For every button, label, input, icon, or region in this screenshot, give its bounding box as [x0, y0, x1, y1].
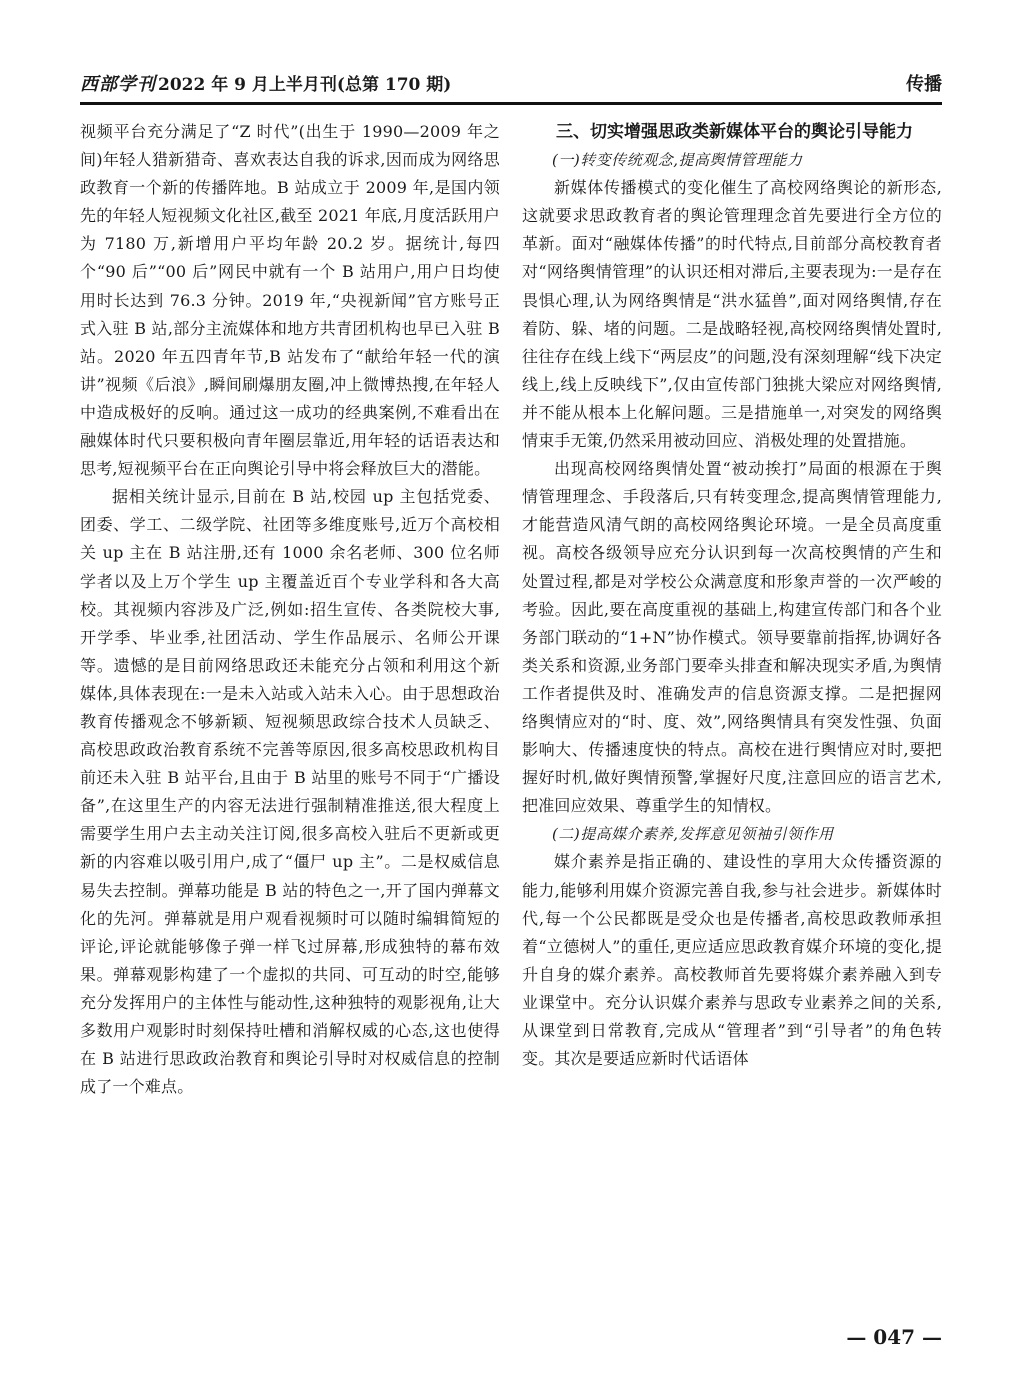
issue-info: 2022 年 9 月上半月刊(总第 170 期) — [158, 75, 452, 95]
journal-logo: 西部学刊 — [80, 74, 156, 95]
right-column — [522, 118, 942, 1073]
running-header — [80, 68, 942, 105]
journal-title — [80, 70, 451, 96]
subsection-heading: (一)转变传统观念,提高舆情管理能力 — [552, 151, 803, 170]
section-name: 传播 — [906, 74, 942, 95]
left-column — [80, 118, 500, 1101]
page-number: — 047 — — [846, 1325, 942, 1349]
paragraph: 据相关统计显示,目前在 B 站,校园 up 主包括党委、团委、学工、二级学院、社团等多维度账号,近万个高校相关 up 主在 B 站注册,还有 1000 余名老师、300 位名师学者以及上万个学生 up 主覆盖近百个专业学科和各大高校。其视频内容涉及广泛,例如:招生宣传、各类院校大事,开学季、毕业季,社团活动、学生作品展示、名师公开课等。遗憾的是目前网络思政还未能充分占领和利用这个新媒体,具体表现在:一是未入站或入站未入心。由于思想政治教育传播观念不够新颖、短视频思政综合技术人员缺乏、高校思政政治教育系统不完善等原因,很多高校思政机构目前还未入驻 B 站平台,且由于 B 站里的账号不同于“广播设备”,在这里生产的内容无法进行强制精准推送,很大程度上需要学生用户去主动关注订阅,很多高校入驻后不更新或更新的内容难以吸引用户,成了“僵尸 up 主”。二是权威信息易失去控制。弹幕功能是 B 站的特色之一,开了国内弹幕文化的先河。弹幕就是用户观看视频时可以随时编辑简短的评论,评论就能够像子弹一样飞过屏幕,形成独特的幕布效果。弹幕观影构建了一个虚拟的共同、可互动的时空,能够充分发挥用户的主体性与能动性,这种独特的观影视角,让大多数用户观影时时刻保持吐槽和消解权威的心态,这也使得在 B 站进行思政政治教育和舆论引导时对权威信息的控制成了一个难点。 — [80, 487, 500, 1097]
paragraph: 视频平台充分满足了“Z 时代”(出生于 1990—2009 年之间)年轻人猎新猎奇、喜欢表达自我的诉求,因而成为网络思政教育一个新的传播阵地。B 站成立于 2009 年,是国内领先的年轻人短视频文化社区,截至 2021 年底,月度活跃用户为 7180 万,新增用户平均年龄 20.2 岁。据统计,每四个“90 后”“00 后”网民中就有一个 B 站用户,用户日均使用时长达到 76.3 分钟。2019 年,“央视新闻”官方账号正式入驻 B 站,部分主流媒体和地方共青团机构也早已入驻 B 站。2020 年五四青年节,B 站发布了“献给年轻一代的演讲”视频《后浪》,瞬间刷爆朋友圈,冲上微博热搜,在年轻人中造成极好的反响。通过这一成功的经典案例,不难看出在融媒体时代只要积极向青年圈层靠近,用年轻的话语表达和思考,短视频平台在正向舆论引导中将会释放巨大的潜能。 — [80, 122, 500, 479]
section-heading: 三、切实增强思政类新媒体平台的舆论引导能力 — [556, 122, 913, 142]
subsection-heading: (二)提高媒介素养,发挥意见领袖引领作用 — [552, 825, 834, 844]
paragraph: 新媒体传播模式的变化催生了高校网络舆论的新形态,这就要求思政教育者的舆论管理理念首先要进行全方位的革新。面对“融媒体传播”的时代特点,目前部分高校教育者对“网络舆情管理”的认识还相对滞后,主要表现为:一是存在畏惧心理,认为网络舆情是“洪水猛兽”,面对网络舆情,存在着防、躲、堵的问题。二是战略轻视,高校网络舆情处置时,往往存在线上线下“两层皮”的问题,没有深刻理解“线下决定线上,线上反映线下”,仅由宣传部门独挑大梁应对网络舆情,并不能从根本上化解问题。三是措施单一,对突发的网络舆情束手无策,仍然采用被动回应、消极处理的处置措施。 — [522, 178, 942, 451]
paragraph: 媒介素养是指正确的、建设性的享用大众传播资源的能力,能够利用媒介资源完善自我,参与社会进步。新媒体时代,每一个公民都既是受众也是传播者,高校思政教师承担着“立德树人”的重任,更应适应思政教育媒介环境的变化,提升自身的媒介素养。高校教师首先要将媒介素养融入到专业课堂中。充分认识媒介素养与思政专业素养之间的关系,从课堂到日常教育,完成从“管理者”到“引导者”的角色转变。其次是要适应新时代话语体 — [522, 852, 942, 1069]
paragraph: 出现高校网络舆情处置“被动挨打”局面的根源在于舆情管理理念、手段落后,只有转变理念,提高舆情管理能力,才能营造风清气朗的高校网络舆论环境。一是全员高度重视。高校各级领导应充分认识到每一次高校舆情的产生和处置过程,都是对学校公众满意度和形象声誉的一次严峻的考验。因此,要在高度重视的基础上,构建宣传部门和各个业务部门联动的“1+N”协作模式。领导要靠前指挥,协调好各类关系和资源,业务部门要牵头排查和解决现实矛盾,为舆情工作者提供及时、准确发声的信息资源支撑。二是把握网络舆情应对的“时、度、效”,网络舆情具有突发性强、负面影响大、传播速度快的特点。高校在进行舆情应对时,要把握好时机,做好舆情预警,掌握好尺度,注意回应的语言艺术,把准回应效果、尊重学生的知情权。 — [522, 459, 942, 816]
